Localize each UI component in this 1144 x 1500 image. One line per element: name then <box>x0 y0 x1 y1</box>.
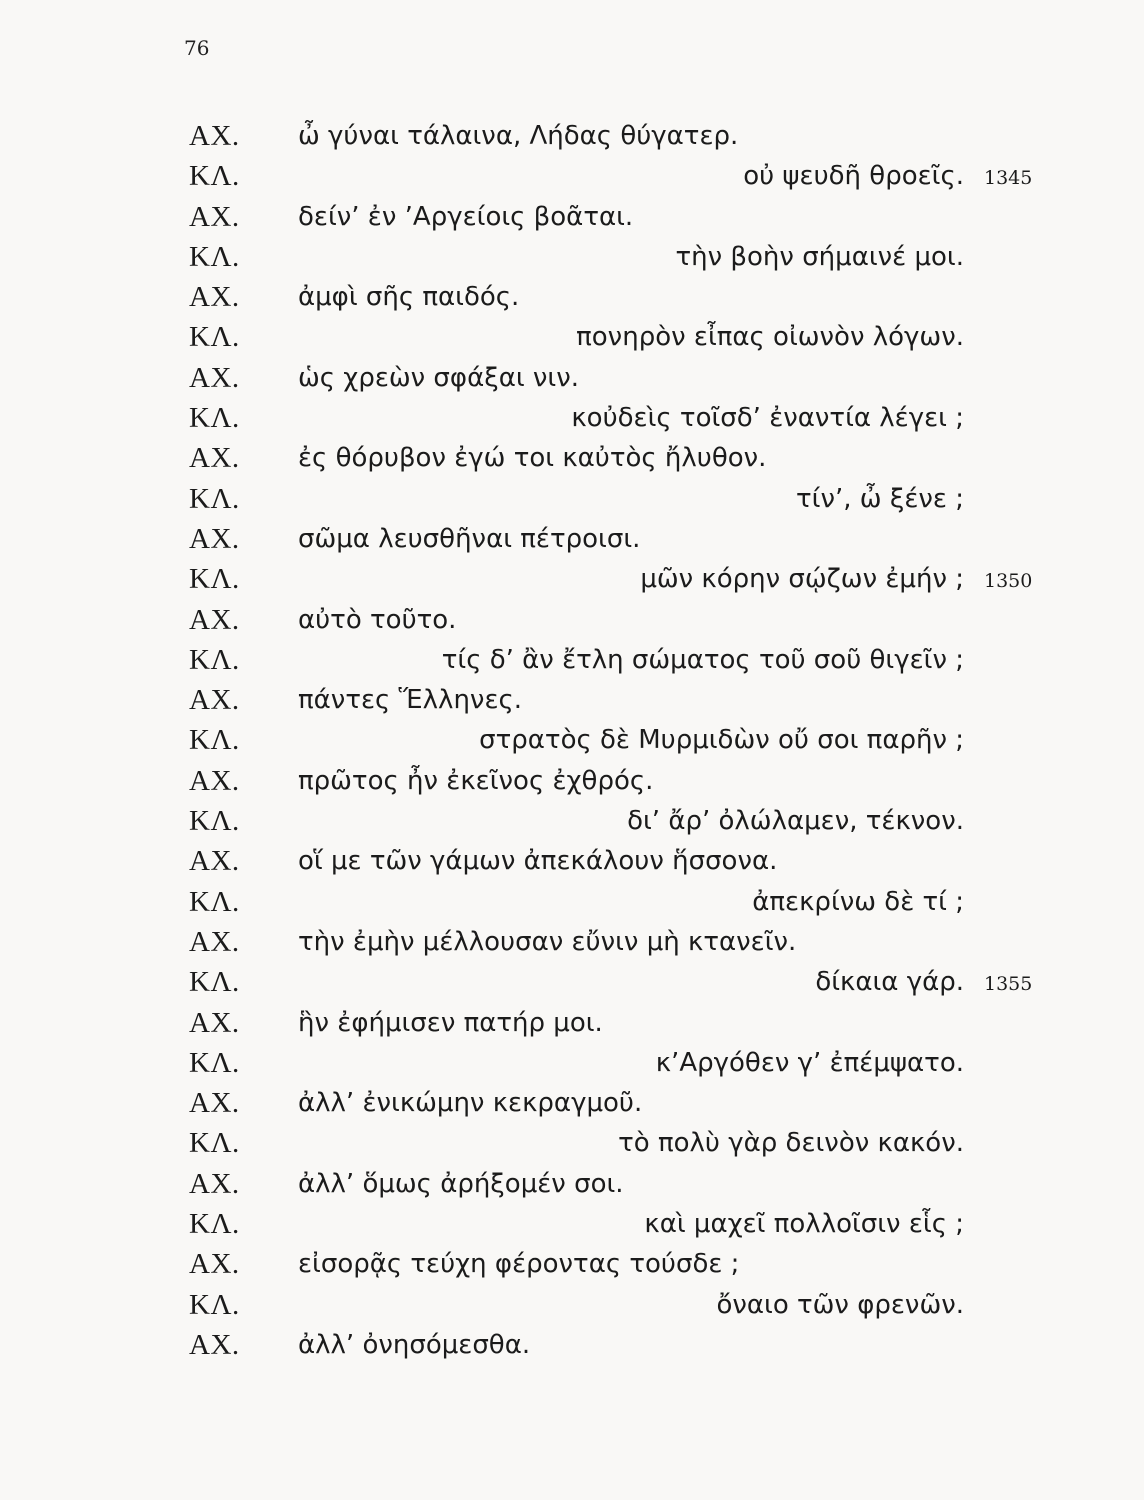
dialogue-line <box>0 1204 1144 1244</box>
verse-text: εἰσορᾷς τεύχη φέροντας τούσδε ; <box>298 1249 740 1280</box>
verse-text: δείν’ ἐν ’Αργείοις βοᾶται. <box>298 201 634 232</box>
dialogue-line <box>0 277 1144 317</box>
dialogue-line <box>0 197 1144 237</box>
speaker-label: ΑΧ. <box>189 1006 240 1039</box>
dialogue-line <box>0 237 1144 277</box>
dialogue-line <box>0 1244 1144 1284</box>
dialogue-line <box>0 438 1144 478</box>
verse-text: ἐς θόρυβον ἐγώ τοι καὐτὸς ἤλυθον. <box>298 443 767 474</box>
speaker-label: ΑΧ. <box>189 120 240 152</box>
verse-text: τὴν ἐμὴν μέλλουσαν εὔνιν μὴ κτανεῖν. <box>298 926 797 957</box>
speaker-label: ΑΧ. <box>189 442 240 475</box>
speaker-label: ΚΛ. <box>189 805 240 838</box>
verse-text: τὴν βοὴν σήμαινέ μοι. <box>675 241 964 272</box>
speaker-label: ΑΧ. <box>189 281 240 314</box>
verse-text: πρῶτος ἦν ἐκεῖνος ἐχθρός. <box>298 765 654 796</box>
speaker-label: ΚΛ. <box>189 1208 240 1241</box>
speaker-label: ΑΧ. <box>189 522 240 555</box>
verse-text: αὐτὸ τοῦτο. <box>298 604 457 635</box>
speaker-label: ΚΛ. <box>189 966 240 999</box>
verse-text: ἀλλ’ ὅμως ἀρήξομέν σοι. <box>298 1168 624 1199</box>
verse-text: ὄναιο τῶν φρενῶν. <box>716 1289 964 1320</box>
speaker-label: ΑΧ. <box>189 200 240 233</box>
speaker-label: ΑΧ. <box>189 1167 240 1200</box>
speaker-label: ΚΛ. <box>189 482 240 515</box>
verse-text: ἀπεκρίνω δὲ τί ; <box>752 886 964 917</box>
dialogue-line <box>0 761 1144 801</box>
verse-text: οἵ με τῶν γάμων ἀπεκάλουν ἥσσονα. <box>298 846 778 877</box>
dialogue-line <box>0 801 1144 841</box>
speaker-label: ΑΧ. <box>189 1328 240 1361</box>
dialogue-line <box>0 962 1144 1002</box>
line-number: 1350 <box>984 570 1033 593</box>
dialogue-line <box>0 922 1144 962</box>
verse-text: πονηρὸν εἶπας οἰωνὸν λόγων. <box>576 322 964 353</box>
verse-text: καὶ μαχεῖ πολλοῖσιν εἷς ; <box>644 1209 964 1240</box>
dialogue-line <box>0 1003 1144 1043</box>
verse-text: κοὐδεὶς τοῖσδ’ ἐναντία λέγει ; <box>571 403 964 434</box>
speaker-label: ΚΛ. <box>189 1046 240 1079</box>
speaker-label: ΑΧ. <box>189 361 240 394</box>
speaker-label: ΚΛ. <box>189 321 240 354</box>
speaker-label: ΑΧ. <box>189 845 240 878</box>
dialogue-line <box>0 1285 1144 1325</box>
line-number: 1345 <box>984 167 1033 190</box>
verse-text: στρατὸς δὲ Μυρμιδὼν οὔ σοι παρῆν ; <box>479 725 964 756</box>
verse-text: ἣν ἐφήμισεν πατήρ μοι. <box>298 1007 603 1038</box>
dialogue-line <box>0 680 1144 720</box>
verse-text: οὐ ψευδῆ θροεῖς. <box>743 161 964 192</box>
speaker-label: ΑΧ. <box>189 603 240 636</box>
speaker-label: ΑΧ. <box>189 925 240 958</box>
dialogue-lines <box>0 116 1144 1365</box>
verse-text: πάντες Ἕλληνες. <box>298 685 523 716</box>
speaker-label: ΑΧ. <box>189 764 240 797</box>
speaker-label: ΚΛ. <box>189 1127 240 1160</box>
verse-text: τὸ πολὺ γὰρ δεινὸν κακόν. <box>618 1128 964 1159</box>
verse-text: τίν’, ὦ ξένε ; <box>796 483 964 514</box>
speaker-label: ΚΛ. <box>189 160 240 193</box>
page-number: 76 <box>184 36 210 60</box>
speaker-label: ΑΧ. <box>189 1087 240 1120</box>
dialogue-line <box>0 1164 1144 1204</box>
verse-text: ἀλλ’ ὀνησόμεσθα. <box>298 1329 531 1360</box>
dialogue-line <box>0 559 1144 599</box>
verse-text: δίκαια γάρ. <box>815 967 964 998</box>
dialogue-line <box>0 317 1144 357</box>
verse-text: τίς δ’ ἂν ἔτλη σώματος τοῦ σοῦ θιγεῖν ; <box>441 644 964 675</box>
verse-text: σῶμα λευσθῆναι πέτροισι. <box>298 523 641 554</box>
dialogue-line <box>0 358 1144 398</box>
verse-text: κ’Αργόθεν γ’ ἐπέμψατο. <box>655 1047 964 1078</box>
dialogue-line <box>0 1043 1144 1083</box>
speaker-label: ΚΛ. <box>189 402 240 435</box>
speaker-label: ΚΛ. <box>189 643 240 676</box>
verse-text: ἀλλ’ ἐνικώμην κεκραγμοῦ. <box>298 1088 643 1119</box>
dialogue-line <box>0 519 1144 559</box>
speaker-label: ΚΛ. <box>189 885 240 918</box>
speaker-label: ΚΛ. <box>189 240 240 273</box>
verse-text: ὦ γύναι τάλαινα, Λήδας θύγατερ. <box>298 121 739 151</box>
verse-text: μῶν κόρην σῴζων ἐμήν ; <box>640 564 964 595</box>
verse-text: ἀμφὶ σῆς παιδός. <box>298 282 520 313</box>
dialogue-line <box>0 156 1144 196</box>
speaker-label: ΚΛ. <box>189 563 240 596</box>
dialogue-line <box>0 1325 1144 1365</box>
speaker-label: ΑΧ. <box>189 684 240 717</box>
speaker-label: ΚΛ. <box>189 1288 240 1321</box>
dialogue-line <box>0 640 1144 680</box>
verse-text: δι’ ἄρ’ ὀλώλαμεν, τέκνον. <box>627 806 964 837</box>
dialogue-line <box>0 1123 1144 1163</box>
dialogue-line <box>0 479 1144 519</box>
dialogue-line <box>0 600 1144 640</box>
verse-text: ὡς χρεὼν σφάξαι νιν. <box>298 362 580 393</box>
speaker-label: ΚΛ. <box>189 724 240 757</box>
dialogue-line <box>0 720 1144 760</box>
dialogue-line <box>0 116 1144 156</box>
line-number: 1355 <box>984 973 1033 996</box>
dialogue-line <box>0 398 1144 438</box>
dialogue-line <box>0 1083 1144 1123</box>
dialogue-line <box>0 841 1144 881</box>
dialogue-line <box>0 882 1144 922</box>
speaker-label: ΑΧ. <box>189 1248 240 1281</box>
